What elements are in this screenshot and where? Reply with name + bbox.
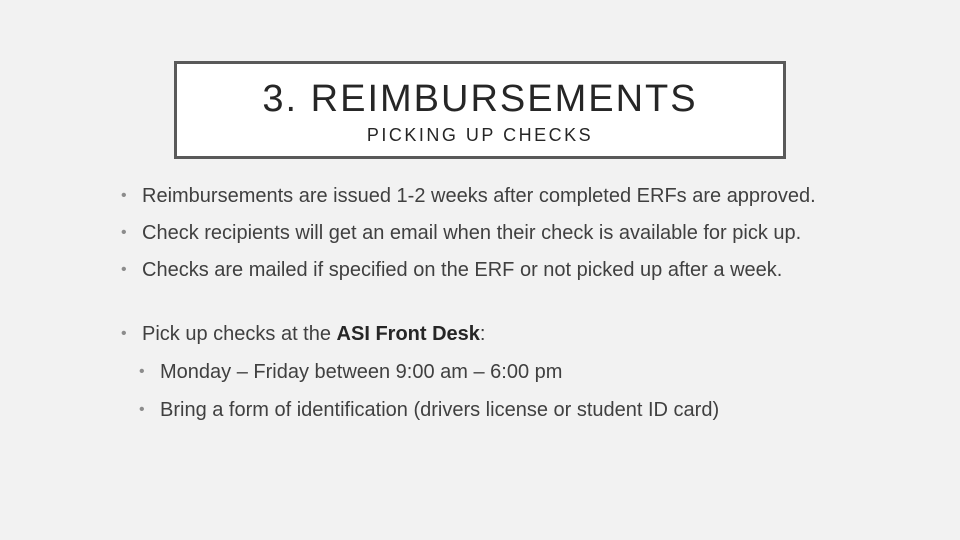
bullet-text: Reimbursements are issued 1-2 weeks after completed ERFs are approved. (142, 185, 816, 207)
bullet-dot-icon: • (121, 224, 127, 241)
sub-bullet-item (114, 358, 834, 386)
slide-title: 3. REIMBURSEMENTS (262, 78, 698, 120)
bullet-text: Check recipients will get an email when their check is available for pick up. (142, 222, 802, 244)
pickup-suffix: : (479, 323, 486, 345)
pickup-location: ASI Front Desk (336, 323, 480, 345)
slide-subtitle: PICKING UP CHECKS (366, 125, 594, 145)
bullet-dot-icon: • (121, 187, 127, 204)
bullet-dot-icon: • (139, 363, 145, 380)
bullet-item (114, 256, 834, 284)
bullet-dot-icon: • (139, 401, 145, 418)
bullet-item (114, 219, 834, 247)
bullet-list (114, 182, 834, 424)
bullet-text: Checks are mailed if specified on the ERF or not picked up after a week. (142, 259, 783, 281)
pickup-prefix: Pick up checks at the (142, 323, 337, 345)
bullet-dot-icon: • (121, 261, 127, 278)
sub-bullet-text: Monday – Friday between 9:00 am – 6:00 pm (160, 361, 563, 383)
bullet-item (114, 182, 834, 210)
bullet-item-pickup (114, 320, 834, 348)
bullet-dot-icon: • (121, 325, 127, 342)
sub-bullet-item (114, 396, 834, 424)
sub-bullet-text: Bring a form of identification (drivers license or student ID card) (160, 399, 720, 421)
title-box (174, 61, 786, 159)
